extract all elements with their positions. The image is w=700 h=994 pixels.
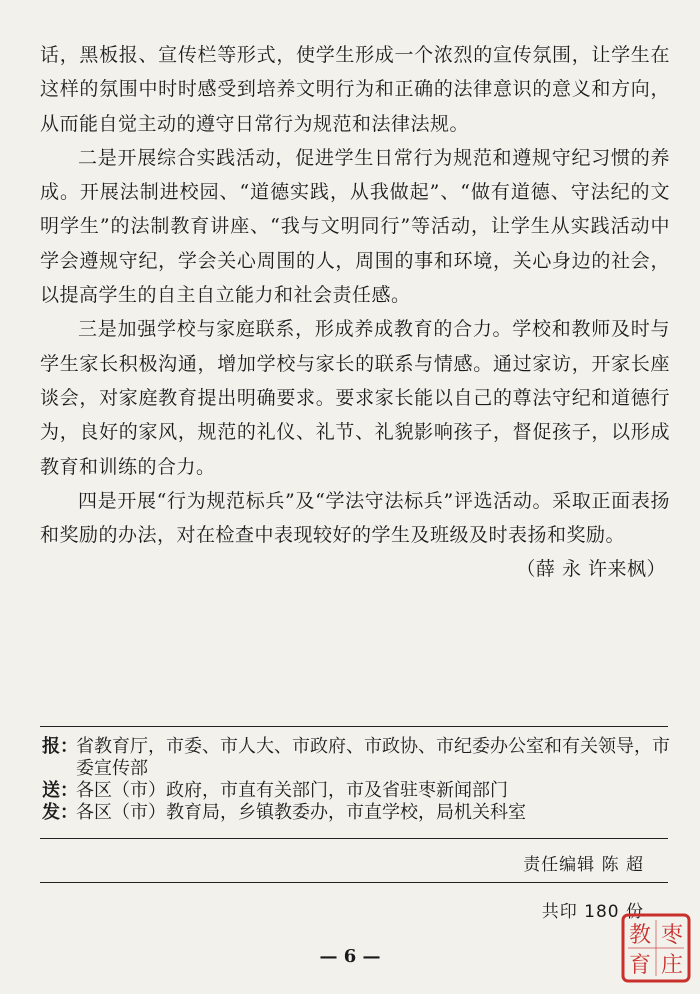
distribution-report-row [42,736,672,780]
report-label: 报： [42,736,78,757]
divider-top [40,726,668,727]
divider-bottom [40,882,668,883]
author-line: （薛 永 许来枫） [516,558,666,581]
article-body [40,38,670,587]
svg-text:育: 育 [628,953,652,978]
send-label: 送： [42,780,78,801]
paragraph-4: 四是开展“行为规范标兵”及“学法守法标兵”评选活动。采取正面表扬和奖励的办法，对在检查中表现较好的学生及班级及时表扬和奖励。 [40,489,670,547]
print-count: 共印 180 份 [541,902,644,922]
issue-value: 各区（市）教育局，乡镇教委办，市直学校，局机关科室 [76,802,526,823]
paragraph-3: 三是加强学校与家庭联系，形成养成教育的合力。学校和教师及时与学生家长积极沟通，增加学校与家长的联系与情感。通过家访，开家长座谈会，对家庭教育提出明确要求。要求家长能以自己的尊法守纪和道德行为，良好的家风，规范的礼仪、礼节、礼貌影响孩子，督促孩子，以形成教育和训练的合力。 [40,318,670,478]
svg-text:枣: 枣 [660,923,684,948]
page-number: — 6 — [319,946,381,967]
divider-middle [40,838,668,839]
svg-text:庄: 庄 [660,953,684,978]
distribution-issue-row [42,802,672,824]
svg-text:教: 教 [628,923,652,948]
responsible-editor: 责任编辑 陈 超 [523,855,644,875]
paragraph-1: 话，黑板报、宣传栏等形式，使学生形成一个浓烈的宣传氛围，让学生在这样的氛围中时时感受到培养文明行为和正确的法律意识的意义和方向，从而能自觉主动的遵守日常行为规范和法律法规。 [40,44,670,135]
issue-label: 发： [42,802,78,823]
paragraph-2: 二是开展综合实践活动，促进学生日常行为规范和遵规守纪习惯的养成。开展法制进校园、“道德实践，从我做起”、“做有道德、守法纪的文明学生”的法制教育讲座、“我与文明同行”等活动，让学生从实践活动中学会遵规守纪，学会关心周围的人，周围的事和环境，关心身边的社会，以提高学生的自主自立能力和社会责任感。 [40,146,670,307]
distribution-send-row [42,780,672,802]
report-value: 省教育厅，市委、市人大、市政府、市政协、市纪委办公室和有关领导，市委宣传部 [76,736,670,779]
distribution-list [42,736,672,824]
seal-stamp-icon [620,912,692,984]
send-value: 各区（市）政府，市直有关部门，市及省驻枣新闻部门 [76,780,508,801]
